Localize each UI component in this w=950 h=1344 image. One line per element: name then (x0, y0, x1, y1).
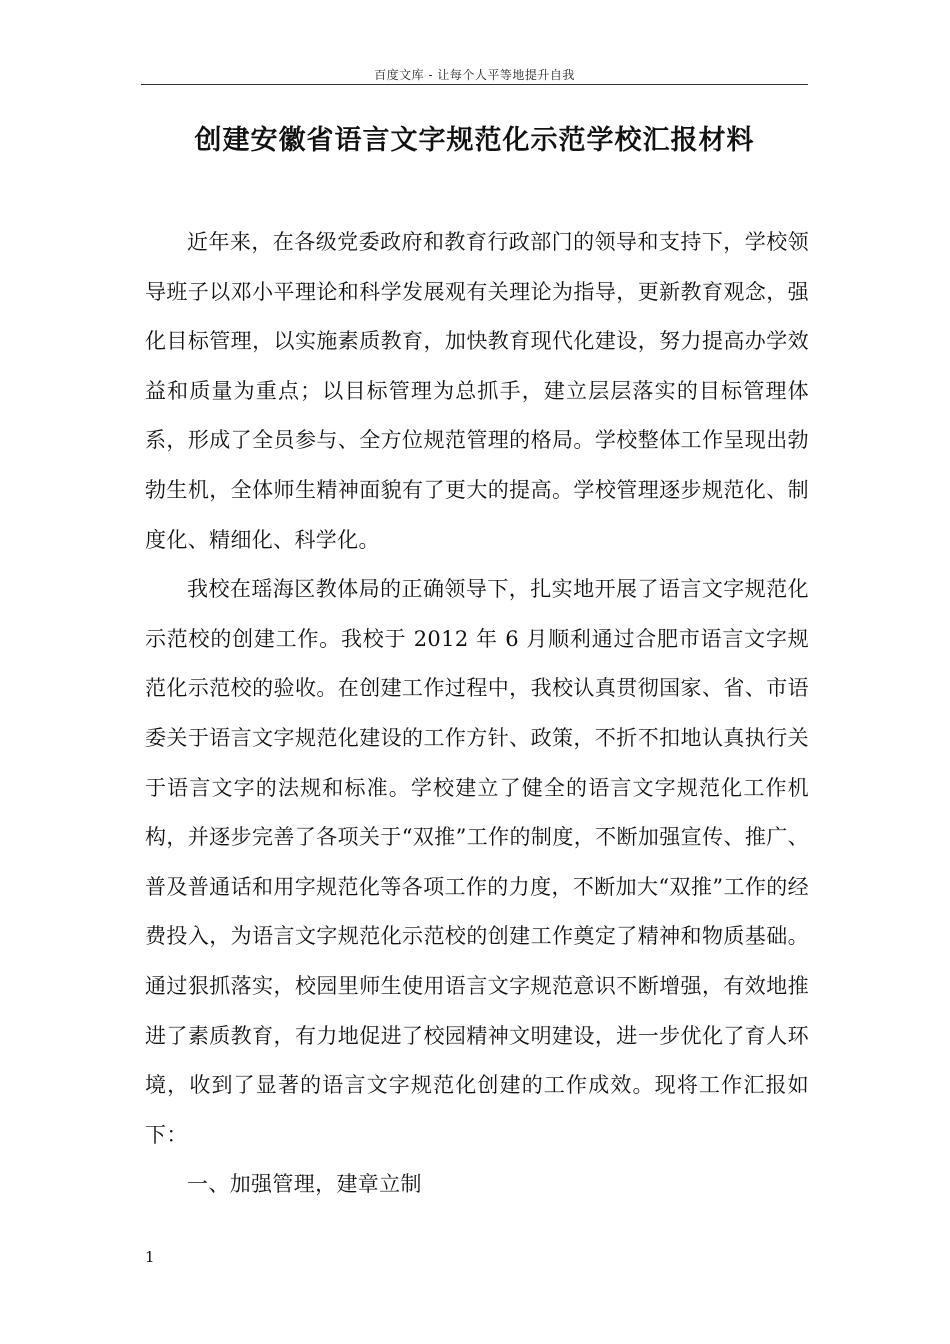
section-heading: 一、加强管理，建章立制 (187, 1172, 422, 1197)
document-title: 创建安徽省语言文字规范化示范学校汇报材料 (194, 125, 755, 156)
page-number: 1 (145, 1248, 155, 1266)
page-header: 百度文库 - 让每个人平等地提升自我 (374, 68, 575, 82)
paragraph-creation-work: 我校在瑶海区教体局的正确领导下，扎实地开展了语言文字规范化示范校的创建工作。我校于 2012 年 6 月顺利通过合肥市语言文字规范化示范校的验收。在创建工作过程中，我校认真贯彻国家、省、市语委关于语言文字规范化建设的工作方针、政策，不折不扣地认真执行关于语言文字的法规和标准。学校建立了健全的语言文字规范化工作机构，并逐步完善了各项关于“双推”工作的制度，不断加强宣传、推广、普及普通话和用字规范化等各项工作的力度，不断加大“双推”工作的经费投入，为语言文字规范化示范校的创建工作奠定了精神和物质基础。通过狠抓落实，校园里师生使用语言文字规范意识不断增强，有效地推进了素质教育，有力地促进了校园精神文明建设，进一步优化了育人环境，收到了显著的语言文字规范化创建的工作成效。现将工作汇报如下： (145, 577, 809, 1147)
document-body (145, 218, 809, 1210)
header-divider (141, 84, 808, 85)
paragraph-intro: 近年来，在各级党委政府和教育行政部门的领导和支持下，学校领导班子以邓小平理论和科学发展观有关理论为指导，更新教育观念，强化目标管理，以实施素质教育，加快教育现代化建设，努力提高办学效益和质量为重点；以目标管理为总抓手，建立层层落实的目标管理体系，形成了全员参与、全方位规范管理的格局。学校整体工作呈现出勃勃生机，全体师生精神面貌有了更大的提高。学校管理逐步规范化、制度化、精细化、科学化。 (145, 230, 809, 552)
